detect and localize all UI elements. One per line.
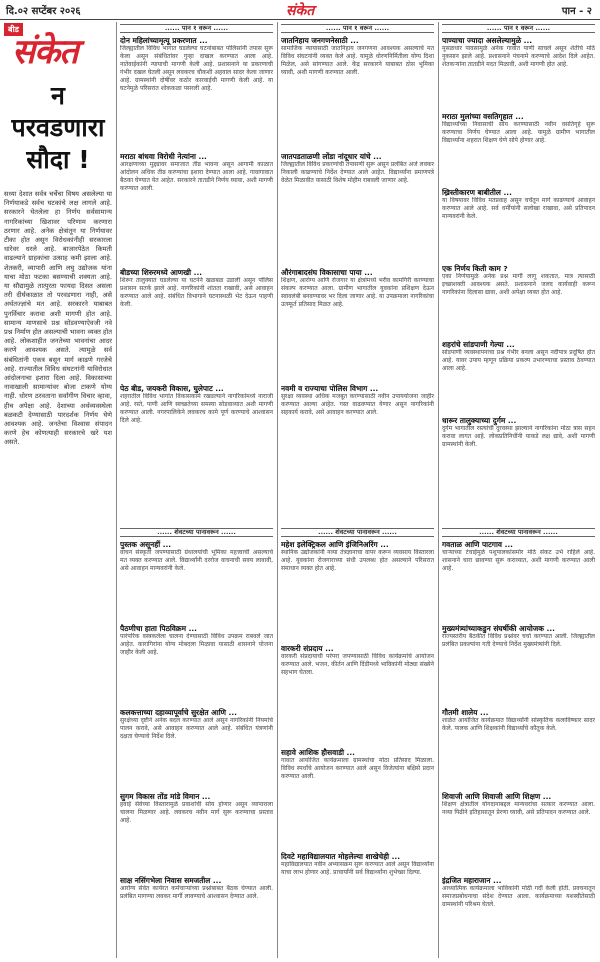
news-item-title: इंद्रजित महाराजान ... bbox=[442, 876, 502, 885]
news-item-title: शहरांचे सांडपाणी गेल्या ... bbox=[442, 340, 515, 349]
news-item-title: धारूर तालुक्याच्या दुर्गम ... bbox=[442, 416, 517, 425]
column-divider bbox=[277, 22, 278, 958]
news-item-title: मराठा बांधवा विरोधी नेत्यांना ... bbox=[120, 152, 207, 161]
news-item-title: औरंगाबादसंघ विकासाचा पाया ... bbox=[281, 268, 373, 277]
news-item-body: स्थानिक उद्योजकांनी नव्या तंत्रज्ञानाचा वापर करून व्यवसाय विस्तारला आहे. युवकांना रोजगाराच्या संधी उपलब्ध होत असल्याने परिसरात समाधान व्यक्त होत आहे. bbox=[281, 549, 434, 572]
news-item-body: सामाजिक न्यायासाठी जातनिहाय जनगणना आवश्यक असल्याचे मत विविध संघटनांनी व्यक्त केले आहे. यामुळे धोरणनिर्मितीला योग्य दिशा मिळेल, असे सांगण्यात आले. केंद्र सरकारने याबाबत ठोस भूमिका घ्यावी, अशी मागणी करण्यात आली. bbox=[281, 45, 434, 76]
news-item-body: गावात आयोजित कार्यक्रमाला ग्रामस्थांचा मोठा प्रतिसाद मिळाला. विविध स्पर्धांचे आयोजन करण्यात आले असून विजेत्यांना बक्षिसे प्रदान करण्यात आली. bbox=[281, 757, 434, 780]
news-item-body: शिरूर तालुक्यात घडलेल्या या घटनेने खळबळ उडाली असून पोलिस प्रशासन सतर्क झाले आहे. नागरिकांनी शांतता राखावी, असे आवाहन करण्यात आले आहे. संबंधित विभागाने घटनास्थळी भेट देऊन पाहणी केली. bbox=[120, 277, 273, 308]
section-heading: ...... पान १ वरून ...... bbox=[281, 24, 434, 33]
news-item-title: दोन महिलांच्यामृत्यू प्रकरणात ... bbox=[120, 36, 208, 45]
news-item-body: सांडपाणी व्यवस्थापनाचा प्रश्न गंभीर बनला असून नदीपात्र प्रदूषित होत आहे. यावर उपाय म्हणून प्रक्रिया प्रकल्प उभारण्याचा प्रस्ताव ठेवण्यात आला आहे. bbox=[442, 349, 595, 372]
news-section bbox=[281, 24, 434, 524]
news-item-body: पारंपरिक वस्त्रकलेला चालना देण्यासाठी विविध उपक्रम राबवले जात आहेत. कारागिरांना योग्य मोबदला मिळावा यासाठी शासनाने योजना जाहीर केली आहे. bbox=[120, 633, 273, 656]
news-item-body: हवाई सेवेच्या विस्तारामुळे प्रवाशांची सोय होणार असून व्यापाराला चालना मिळणार आहे. लवकरच नवीन मार्ग सुरू करण्याचा प्रस्ताव आहे. bbox=[120, 801, 273, 824]
lead-headline: न परवडणारा सौदा ! bbox=[11, 81, 105, 174]
news-item-body: शिक्षण, आरोग्य आणि रोजगार या क्षेत्रांमध्ये भरीव कामगिरी करण्याचा संकल्प करण्यात आला. ग्रामीण भागातील युवकांना प्रशिक्षण देऊन स्वावलंबी बनवण्यावर भर दिला जाणार आहे. या उपक्रमाला नागरिकांचा उत्स्फूर्त प्रतिसाद मिळत आहे. bbox=[281, 277, 434, 308]
section-heading: ...... पान १ वरून ...... bbox=[442, 24, 595, 33]
news-item-body: चाऱ्याच्या टंचाईमुळे पशुपालकांसमोर मोठे संकट उभे राहिले आहे. शासनाने चारा छावण्या सुरू कराव्यात, अशी मागणी करण्यात आली आहे. bbox=[442, 549, 595, 572]
column-divider bbox=[438, 22, 439, 958]
news-section bbox=[442, 528, 595, 956]
news-item-body: राज्यस्तरीय बैठकीत विविध प्रश्नांवर चर्चा करण्यात आली. जिल्ह्यातील प्रलंबित प्रकल्पांना गती देण्याचे निर्देश मुख्यमंत्र्यांनी दिले. bbox=[442, 633, 595, 648]
news-item-title: बीडच्या शिरुरमध्ये आणखी ... bbox=[120, 268, 203, 277]
news-item-title: मराठा मुलांच्या वसतिगृहात ... bbox=[442, 112, 524, 121]
news-item-title: जातनिहाय जनगणनेसाठी ... bbox=[281, 36, 359, 45]
section-heading: ...... पान १ वरून ...... bbox=[120, 24, 273, 33]
masthead-city: बीड bbox=[4, 23, 23, 36]
masthead bbox=[4, 23, 114, 72]
news-item-title: दिवटे महाविद्यालयात मोहलेल्या शाखेचेही ... bbox=[281, 852, 401, 861]
news-item-body: जिल्ह्यातील विविध प्रकरणांची तपासणी सुरू असून प्रलंबित अर्ज लवकर निकाली काढण्याचे निर्देश देण्यात आले आहेत. विद्यार्थ्यांना प्रमाणपत्रे वेळेत मिळावीत यासाठी विशेष मोहीम राबवली जाणार आहे. bbox=[281, 161, 434, 184]
news-item-body: एका निर्णयामुळे अनेक प्रश्न मार्गी लागू शकतात, मात्र त्यासाठी इच्छाशक्ती आवश्यक असते. प्रशासनाने जलद कार्यवाही करून नागरिकांना दिलासा द्यावा, अशी अपेक्षा व्यक्त होत आहे. bbox=[442, 273, 595, 296]
news-item-body: या विषयावर विविध मतप्रवाह असून चर्चेतून मार्ग काढण्याचे आवाहन करण्यात आले आहे. सर्व धर्मीयांनी सलोखा राखावा, असे प्रतिपादन मान्यवरांनी केले. bbox=[442, 197, 595, 220]
section-heading: ...... शेवटच्या पानावरून ...... bbox=[281, 528, 434, 537]
column-divider bbox=[116, 22, 117, 958]
news-item-title: साक्ष नसिंगभेला निवास समजतील ... bbox=[120, 876, 222, 885]
news-item-body: शिक्षण क्षेत्रातील योगदानाबद्दल मान्यवरांचा सत्कार करण्यात आला. नव्या पिढीने इतिहासातून प्रेरणा घ्यावी, असे प्रतिपादन करण्यात आले. bbox=[442, 801, 595, 816]
news-item-title: महेश इलेक्ट्रिकल आणि इंजिनिअरिंग ... bbox=[281, 540, 389, 549]
lead-editorial bbox=[4, 72, 112, 956]
news-item-title: ख्रिस्तीकारण बाबीतील ... bbox=[442, 188, 512, 197]
news-item-body: सुरक्षा व्यवस्था अधिक मजबूत करण्यासाठी नवीन उपाययोजना जाहीर करण्यात आल्या आहेत. गस्त वाढवण्यात येणार असून नागरिकांनी सहकार्य करावे, असे आवाहन करण्यात आले. bbox=[281, 393, 434, 416]
news-section bbox=[281, 528, 434, 956]
page-number: पान - २ bbox=[561, 6, 592, 17]
news-item-title: सहावे आशिक हौसवाडी ... bbox=[281, 748, 355, 757]
news-item-title: गवताळ आणि पाटगाव ... bbox=[442, 540, 513, 549]
news-item-body: शाळेत आयोजित कार्यक्रमात विद्यार्थ्यांनी सांस्कृतिक कलाविष्कार सादर केले. पालक आणि शिक्षकांनी विद्यार्थ्यांचे कौतुक केले. bbox=[442, 717, 595, 732]
news-item-body: महाविद्यालयात नवीन अभ्यासक्रम सुरू करण्यात आले असून विद्यार्थ्यांना याचा लाभ होणार आहे. प्राचार्यांनी सर्व विद्यार्थ्यांना शुभेच्छा दिल्या. bbox=[281, 861, 434, 876]
news-item-body: वाचन संस्कृती जपण्यासाठी ग्रंथालयांची भूमिका महत्त्वाची असल्याचे मत व्यक्त करण्यात आले. विद्यार्थ्यांनी दररोज वाचनाची सवय लावावी, असे आवाहन मान्यवरांनी केले. bbox=[120, 549, 273, 572]
news-item-body: मुसळधार पावसामुळे अनेक गावांत पाणी साचले असून शेतीचे मोठे नुकसान झाले आहे. प्रशासनाने पंचनामे करण्याचे आदेश दिले आहेत. शेतकऱ्यांना तातडीने मदत मिळावी, अशी मागणी होत आहे. bbox=[442, 45, 595, 68]
news-item-title: एक निर्णय किती काम ? bbox=[442, 264, 508, 273]
news-item-body: दुर्गम भागातील रस्त्यांची दुरवस्था झाल्याने नागरिकांना मोठा त्रास सहन करावा लागत आहे. लोकप्रतिनिधींनी याकडे लक्ष द्यावे, अशी मागणी ग्रामस्थांनी केली. bbox=[442, 425, 595, 448]
news-item-body: आरोग्य सेवेत कार्यरत कर्मचाऱ्यांच्या प्रश्नांबाबत बैठक घेण्यात आली. प्रलंबित मागण्या लवकर मार्गी लावण्याचे आश्वासन देण्यात आले. bbox=[120, 885, 273, 900]
news-section bbox=[120, 528, 273, 956]
issue-date: दि.०२ सप्टेंबर २०२६ bbox=[6, 6, 81, 17]
top-bar bbox=[0, 0, 600, 20]
news-item-title: पैठणीचा हाता पिठविक्रम ... bbox=[120, 624, 197, 633]
news-item-title: पेठ बीड, जयकरी विकास, घुलेपाट ... bbox=[120, 384, 224, 393]
news-item-body: विद्यार्थ्यांच्या निवासाची सोय करण्यासाठी नवीन वसतिगृहे सुरू करण्याचा निर्णय घेण्यात आला आहे. यामुळे ग्रामीण भागातील विद्यार्थ्यांना शहरात शिक्षण घेणे सोपे होणार आहे. bbox=[442, 121, 595, 144]
news-item-body: शहरातील विविध भागांत विकासकामे रखडल्याने नागरिकांमध्ये नाराजी आहे. रस्ते, पाणी आणि स्वच्छतेच्या समस्या सोडवाव्यात अशी मागणी करण्यात आली. नगरपालिकेने लवकरच कामे पूर्ण करण्याचे आश्वासन दिले आहे. bbox=[120, 393, 273, 424]
lead-body: सध्या देशात सर्वत्र चर्चेचा विषय असलेल्या या निर्णयाकडे सर्वच घटकांचे लक्ष लागले आहे. सरकारने घेतलेला हा निर्णय सर्वसामान्य नागरिकांच्या खिशावर परिणाम करणारा ठरणार आहे. अनेक क्षेत्रांतून या निर्णयावर टीका होत असून विरोधकांनीही सरकारला धारेवर धरले आहे. बाजारपेठेत किमती वाढल्याने ग्राहकांचा उत्साह कमी झाला आहे. शेतकरी, व्यापारी आणि लघु उद्योजक यांना याचा मोठा फटका बसण्याची शक्यता आहे. या सौद्यामुळे तात्पुरता फायदा दिसत असला तरी दीर्घकाळात तो परवडणारा नाही, असे अर्थतज्ज्ञांचे मत आहे. सरकारने याबाबत पुनर्विचार करावा अशी मागणी होत आहे. सामान्य माणसाचे प्रश्न सोडवण्याऐवजी नवे प्रश्न निर्माण होत असल्याची भावना व्यक्त होत आहे. लोकशाहीत जनतेच्या भावनांचा आदर करणे आवश्यक असते. त्यामुळे सर्व संबंधितांनी एकत्र बसून मार्ग काढणे गरजेचे आहे. राज्यातील विविध संघटनांनी याविरोधात आंदोलनाचा इशारा दिला आहे. विकासाच्या नावाखाली सामान्यांवर बोजा टाकणे योग्य नाही. धोरण ठरवताना सर्वांगीण विचार व्हावा, हीच अपेक्षा आहे. देशाच्या अर्थव्यवस्थेला बळकटी देण्यासाठी पारदर्शक निर्णय घेणे आवश्यक आहे. जनतेचा विश्वास संपादन करणे हेच कोणत्याही सरकारचे खरे यश असते. bbox=[4, 190, 112, 447]
news-item-title: गौतमी शालेय ... bbox=[442, 708, 489, 717]
news-section bbox=[120, 24, 273, 524]
news-item-body: आध्यात्मिक कार्यक्रमाला भाविकांनी मोठी गर्दी केली होती. प्रवचनातून समाजप्रबोधनाचा संदेश देण्यात आला. कार्यक्रमाच्या यशस्वीतेसाठी ग्रामस्थांनी परिश्रम घेतले. bbox=[442, 885, 595, 908]
news-item-body: सुरक्षेच्या दृष्टीने अनेक बदल करण्यात आले असून नागरिकांनी नियमांचे पालन करावे, असे आवाहन करण्यात आले आहे. संबंधित यंत्रणांनी दक्षता घेण्याचे निर्देश दिले. bbox=[120, 717, 273, 740]
news-item-title: सुगम विकास तोंड मांडे विमान ... bbox=[120, 792, 211, 801]
news-item-title: पाण्याचा ज्यादा असलेल्यामुळे ... bbox=[442, 36, 533, 45]
news-item-title: शिवाजी आणि शिवाजी आणि शिक्षण ... bbox=[442, 792, 552, 801]
news-item-body: जिल्ह्यातील विविध भागात घडलेल्या घटनांबाबत पोलिसांनी तपास सुरू केला असून संबंधितांवर गुन्हा दाखल करण्यात आला आहे. नातेवाईकांनी न्यायाची मागणी केली आहे. प्रशासनाने या प्रकरणाची गंभीर दखल घेतली असून लवकरच चौकशी अहवाल सादर केला जाणार आहे. ग्रामस्थांनी दोषींवर कठोर कारवाईची मागणी केली आहे. या घटनेमुळे परिसरात शोककळा पसरली आहे. bbox=[120, 45, 273, 92]
news-item-title: कलकत्ताच्या दहाव्यापूर्वाचे सुरक्षेत आणि ... bbox=[120, 708, 237, 717]
news-item-title: नवमी व राज्याचा पोलिस विभाग ... bbox=[281, 384, 379, 393]
news-item-title: पुस्तक असूनहीं ... bbox=[120, 540, 172, 549]
brand-name: संकेत bbox=[286, 3, 315, 19]
news-item-title: जातपडताळणी लोंडा नांदूधार यांचे ... bbox=[281, 152, 382, 161]
section-heading: ...... शेवटच्या पानावरून ...... bbox=[442, 528, 595, 537]
news-item-body: आरक्षणाच्या मुद्द्यावर समाजात तीव्र भावना असून आगामी काळात आंदोलन अधिक तीव्र करण्याचा इशारा देण्यात आला आहे. गावागावात बैठका घेण्यात येत आहेत. सरकारने तातडीने निर्णय घ्यावा, अशी मागणी करण्यात आली. bbox=[120, 161, 273, 192]
news-item-title: मुख्यमंत्र्यांच्याकडुन संघर्षीकी आयोजक ... bbox=[442, 624, 555, 633]
section-heading: ...... शेवटच्या पानावरून ...... bbox=[120, 528, 273, 537]
masthead-logo: संकेत bbox=[12, 32, 78, 72]
news-item-title: वारकरी संप्रदाय ... bbox=[281, 644, 334, 653]
news-section bbox=[442, 24, 595, 524]
news-item-body: वारकरी संप्रदायाची परंपरा जपण्यासाठी विविध कार्यक्रमांचे आयोजन करण्यात आले. भजन, कीर्तन आणि दिंडीमध्ये भाविकांनी मोठ्या संख्येने सहभाग घेतला. bbox=[281, 653, 434, 676]
